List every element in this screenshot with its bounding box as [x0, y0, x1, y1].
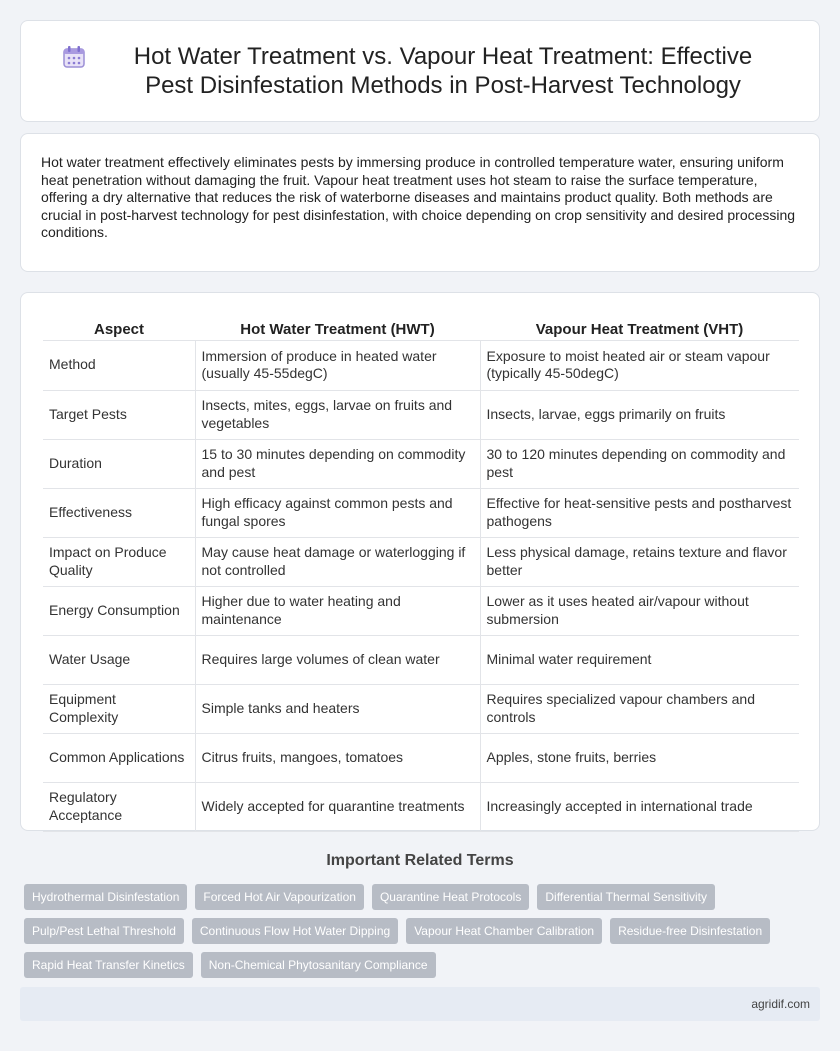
hwt-cell: Insects, mites, eggs, larvae on fruits and vegetables — [195, 390, 480, 439]
footer-site-link[interactable]: agridif.com — [751, 997, 810, 1011]
table-row — [43, 782, 799, 831]
table-row — [43, 537, 799, 586]
vht-cell: Effective for heat-sensitive pests and postharvest pathogens — [480, 488, 799, 537]
table-row — [43, 733, 799, 782]
aspect-cell: Common Applications — [43, 733, 195, 782]
hwt-cell: Requires large volumes of clean water — [195, 635, 480, 684]
vht-cell: Insects, larvae, eggs primarily on fruits — [480, 390, 799, 439]
term-tag[interactable]: Residue-free Disinfestation — [610, 918, 770, 944]
header-vht: Vapour Heat Treatment (VHT) — [480, 313, 799, 340]
footer — [20, 987, 820, 1021]
title-card — [20, 20, 820, 122]
aspect-cell: Impact on Produce Quality — [43, 537, 195, 586]
table-row — [43, 684, 799, 733]
table-row — [43, 439, 799, 488]
intro-paragraph: Hot water treatment effectively eliminates pests by immersing produce in controlled temperature water, ensuring uniform heat penetration without damaging the fruit. Vapour heat treatment uses hot steam to raise the surface temperature, offering a dry alternative that reduces the risk of waterborne diseases and maintains product quality. Both methods are crucial in post-harvest technology for pest disinfestation, with choice depending on crop sensitivity and desired processing conditions. — [41, 154, 796, 240]
aspect-cell: Duration — [43, 439, 195, 488]
table-row — [43, 586, 799, 635]
calendar-icon — [61, 44, 87, 70]
hwt-cell: Citrus fruits, mangoes, tomatoes — [195, 733, 480, 782]
term-tag[interactable]: Hydrothermal Disinfestation — [24, 884, 187, 910]
intro-card — [20, 133, 820, 272]
hwt-cell: May cause heat damage or waterlogging if not controlled — [195, 537, 480, 586]
vht-cell: Requires specialized vapour chambers and controls — [480, 684, 799, 733]
table-row — [43, 340, 799, 390]
vht-cell: Exposure to moist heated air or steam vapour (typically 45-50degC) — [480, 340, 799, 390]
vht-cell: Increasingly accepted in international trade — [480, 782, 799, 831]
header-aspect: Aspect — [43, 313, 195, 340]
vht-cell: Apples, stone fruits, berries — [480, 733, 799, 782]
aspect-cell: Energy Consumption — [43, 586, 195, 635]
related-terms-heading: Important Related Terms — [326, 852, 514, 869]
aspect-cell: Regulatory Acceptance — [43, 782, 195, 831]
hwt-cell: High efficacy against common pests and fungal spores — [195, 488, 480, 537]
term-tag[interactable]: Forced Hot Air Vapourization — [195, 884, 364, 910]
hwt-cell: Immersion of produce in heated water (usually 45-55degC) — [195, 340, 480, 390]
term-tag[interactable]: Quarantine Heat Protocols — [372, 884, 529, 910]
header-hwt: Hot Water Treatment (HWT) — [195, 313, 480, 340]
aspect-cell: Effectiveness — [43, 488, 195, 537]
comparison-table — [43, 313, 799, 832]
table-header-row — [43, 313, 799, 340]
aspect-cell: Method — [43, 340, 195, 390]
table-row — [43, 390, 799, 439]
hwt-cell: 15 to 30 minutes depending on commodity and pest — [195, 439, 480, 488]
term-tag[interactable]: Non-Chemical Phytosanitary Compliance — [201, 952, 436, 978]
term-tag[interactable]: Differential Thermal Sensitivity — [537, 884, 715, 910]
vht-cell: Lower as it uses heated air/vapour without submersion — [480, 586, 799, 635]
aspect-cell: Equipment Complexity — [43, 684, 195, 733]
aspect-cell: Target Pests — [43, 390, 195, 439]
term-tag[interactable]: Rapid Heat Transfer Kinetics — [24, 952, 193, 978]
vht-cell: Minimal water requirement — [480, 635, 799, 684]
aspect-cell: Water Usage — [43, 635, 195, 684]
table-row — [43, 635, 799, 684]
page-title: Hot Water Treatment vs. Vapour Heat Treatment: Effective Pest Disinfestation Methods in Post-Harvest Technology — [133, 43, 753, 99]
table-row — [43, 488, 799, 537]
related-terms-list — [24, 884, 824, 986]
term-tag[interactable]: Vapour Heat Chamber Calibration — [406, 918, 602, 944]
vht-cell: Less physical damage, retains texture and flavor better — [480, 537, 799, 586]
term-tag[interactable]: Continuous Flow Hot Water Dipping — [192, 918, 398, 944]
term-tag[interactable]: Pulp/Pest Lethal Threshold — [24, 918, 184, 944]
hwt-cell: Widely accepted for quarantine treatments — [195, 782, 480, 831]
hwt-cell: Simple tanks and heaters — [195, 684, 480, 733]
comparison-card — [20, 292, 820, 831]
vht-cell: 30 to 120 minutes depending on commodity and pest — [480, 439, 799, 488]
hwt-cell: Higher due to water heating and maintenance — [195, 586, 480, 635]
